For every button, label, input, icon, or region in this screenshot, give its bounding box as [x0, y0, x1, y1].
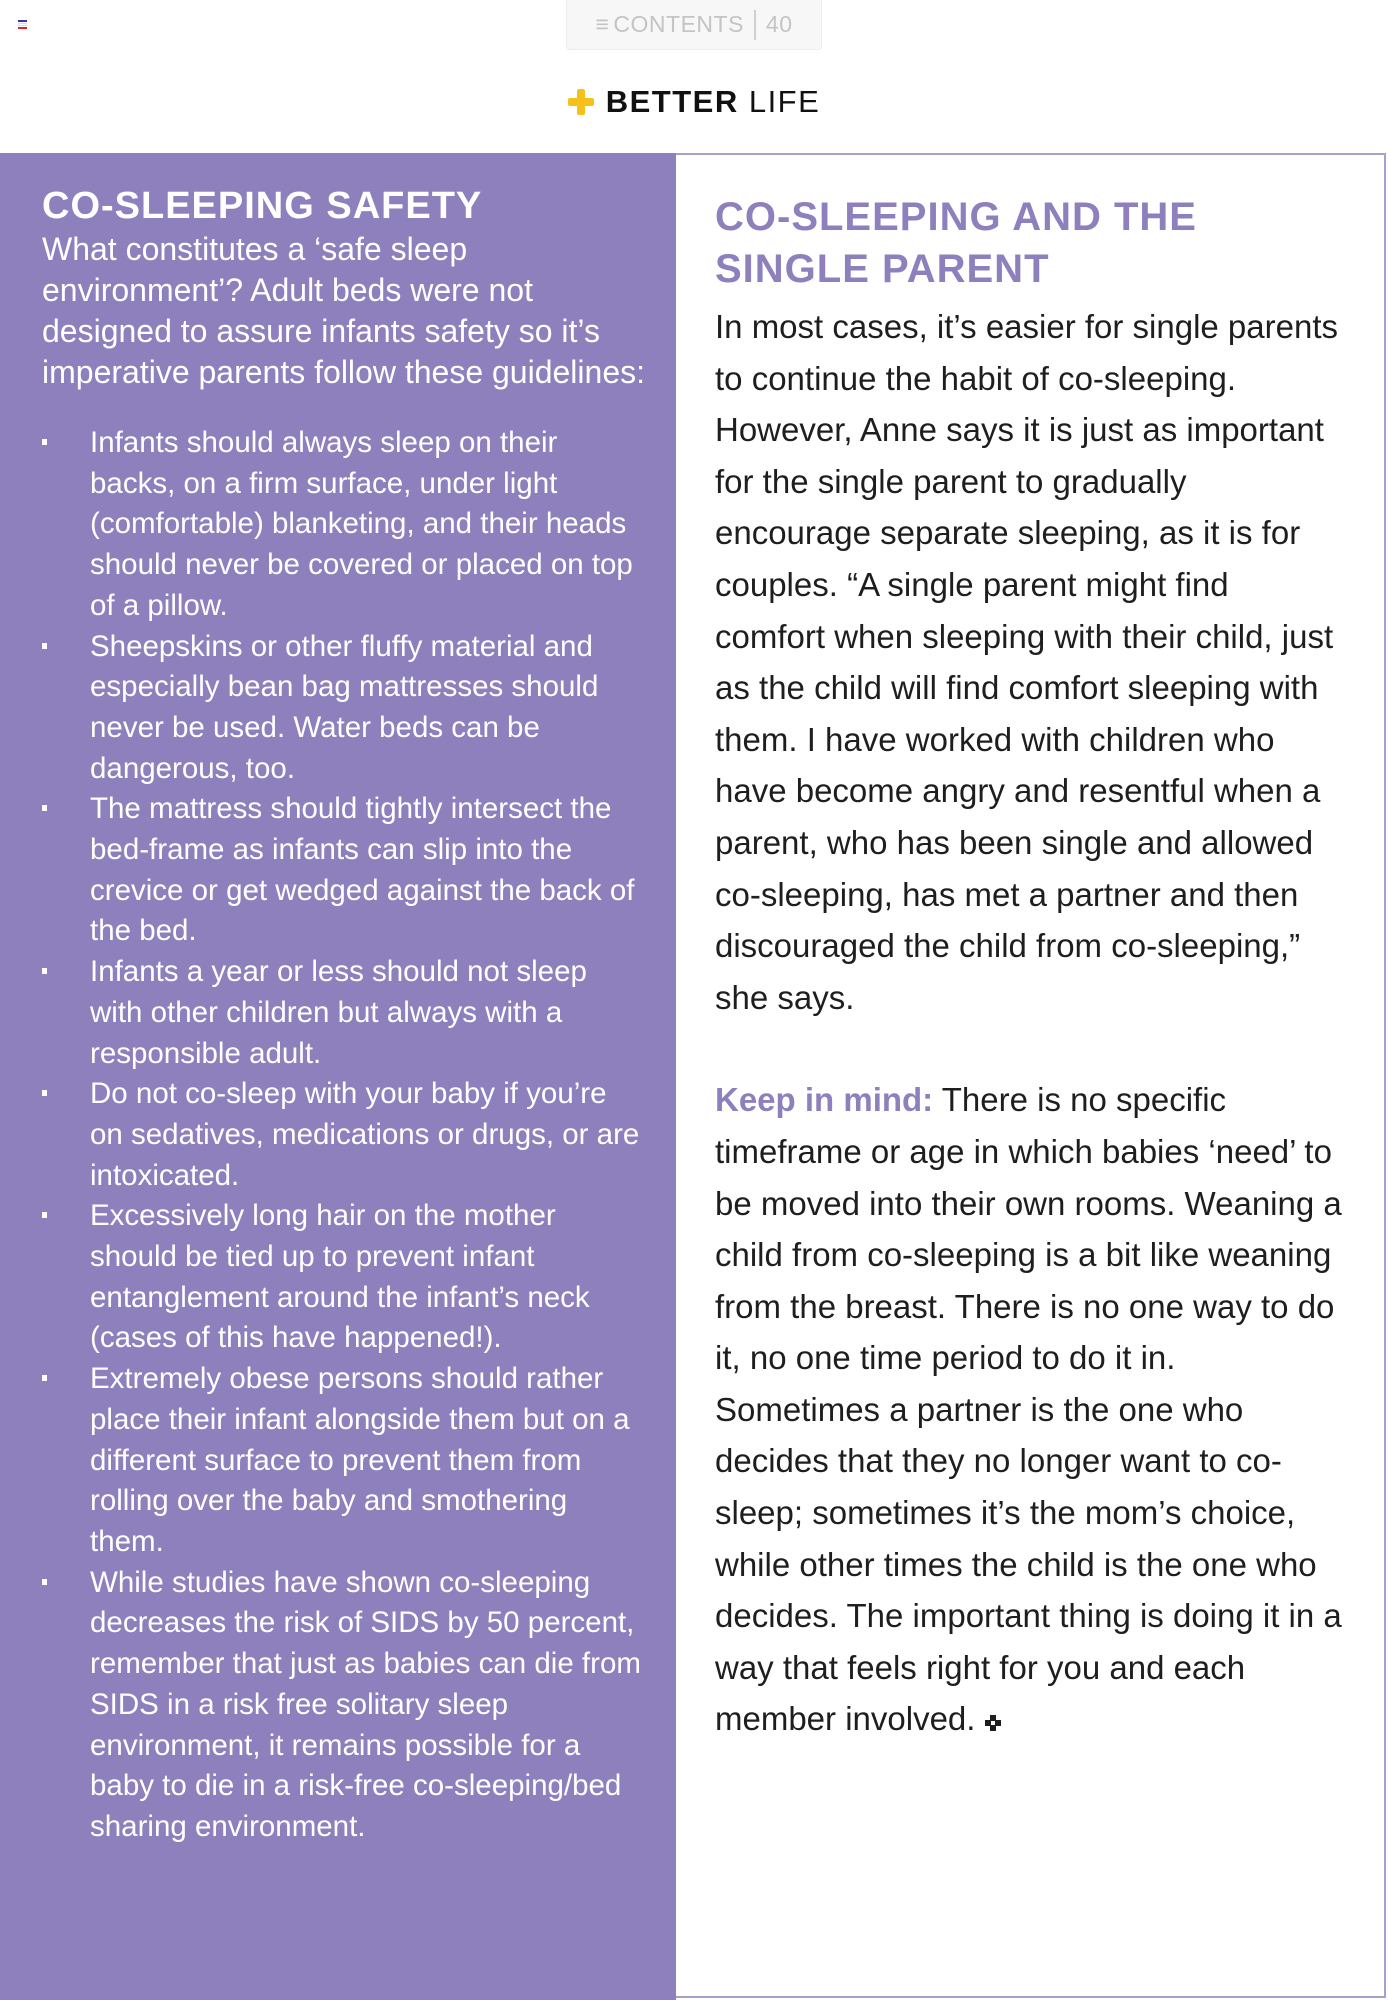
list-item: Infants a year or less should not sleep with other children but always with a responsible adult. — [42, 952, 646, 1074]
contents-button[interactable] — [566, 0, 822, 50]
list-item: Excessively long hair on the mother should be tied up to prevent infant entanglement around the infant’s neck (cases of this have happened!). — [42, 1196, 646, 1359]
section-brand — [0, 84, 1388, 120]
keep-in-mind-label: Keep in mind: — [715, 1081, 934, 1119]
bullet-icon — [42, 968, 47, 974]
plus-icon — [568, 89, 594, 115]
divider — [754, 10, 756, 40]
list-item: Infants should always sleep on their backs, on a firm surface, under light (comfortable) blanketing, and their heads should never be covered or placed on top of a pillow. — [42, 423, 646, 627]
contents-icon: ≡ — [595, 11, 610, 37]
end-mark-icon — [985, 1715, 1001, 1731]
bullet-icon — [42, 643, 47, 649]
bullet-icon — [42, 1212, 47, 1218]
list-item: Extremely obese persons should rather place their infant alongside them but on a different surface to prevent them from rolling over the baby and smothering them. — [42, 1359, 646, 1563]
contents-label: CONTENTS — [613, 11, 744, 37]
guidelines-list — [42, 423, 646, 1848]
list-item: Do not co-sleep with your baby if you’re on sedatives, medications or drugs, or are intoxicated. — [42, 1074, 646, 1196]
safety-title: CO-SLEEPING SAFETY — [42, 185, 483, 227]
safety-intro: What constitutes a ‘safe sleep environment’? Adult beds were not designed to assure infants safety so it’s imperative parents follow these guidelines: — [42, 231, 645, 390]
bullet-icon — [42, 1375, 47, 1381]
bullet-icon — [42, 1090, 47, 1096]
list-item: Sheepskins or other fluffy material and especially bean bag mattresses should never be used. Water beds can be dangerous, too. — [42, 627, 646, 790]
list-item: The mattress should tightly intersect the bed-frame as infants can slip into the crevice or get wedged against the back of the bed. — [42, 789, 646, 952]
keep-in-mind-text: There is no specific timeframe or age in which babies ‘need’ to be moved into their own rooms. Weaning a child from co-sleeping is a bit like weaning from the breast. There is no one way to do it, no one time period to do it in. Sometimes a partner is the one who decides that they no longer want to co-sleep; sometimes it’s the mom’s choice, while other times the child is the one who decides. The important thing is doing it in a way that feels right for you and each member involved. — [715, 1081, 1342, 1738]
flag-menu-icon[interactable] — [18, 20, 27, 28]
single-parent-title: CO-SLEEPING AND THE SINGLE PARENT — [715, 195, 1197, 291]
keep-in-mind-paragraph — [715, 1074, 1344, 1745]
single-parent-panel — [676, 153, 1386, 1998]
list-item: While studies have shown co-sleeping decreases the risk of SIDS by 50 percent, remember that just as babies can die from SIDS in a risk free solitary sleep environment, it remains possible for a baby to die in a risk-free co-sleeping/bed sharing environment. — [42, 1563, 646, 1848]
brand-light: LIFE — [748, 84, 821, 119]
single-parent-paragraph: In most cases, it’s easier for single parents to continue the habit of co-sleeping. However, Anne says it is just as important for the single parent to gradually encourage separate sleeping, as it is for couples. “A single parent might find comfort when sleeping with their child, just as the child will find comfort sleeping with them. I have worked with children who have become angry and resentful when a parent, who has been single and allowed co-sleeping, has met a partner and then discouraged the child from co-sleeping,” she says. — [715, 308, 1339, 1016]
safety-panel — [0, 153, 676, 2000]
bullet-icon — [42, 805, 47, 811]
spacer — [715, 1023, 1344, 1074]
bullet-icon — [42, 1579, 47, 1585]
brand-bold: BETTER — [605, 84, 739, 119]
page-number: 40 — [765, 11, 793, 37]
bullet-icon — [42, 439, 47, 445]
